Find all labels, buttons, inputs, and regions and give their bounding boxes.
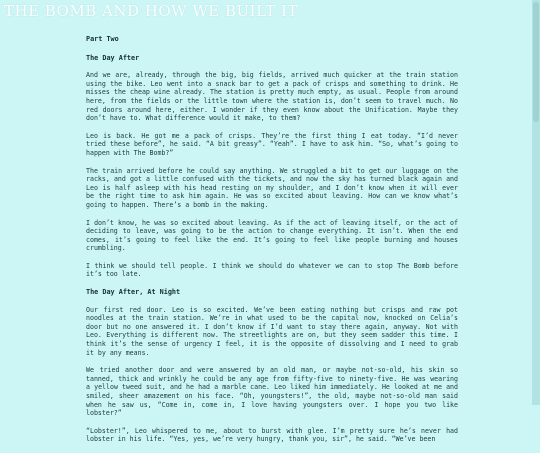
vertical-scrollbar[interactable] bbox=[532, 0, 540, 405]
paragraph: I think we should tell people. I think we should do whatever we can to stop The Bomb before it’s too late. bbox=[86, 261, 458, 279]
paragraph: “Lobster!”, Leo whispered to me, about to burst with glee. I’m pretty sure he’s never had lobster in his life. “Yes, yes, we’re very hungry, thank you, sir”, he said. “We’ve been bbox=[86, 426, 458, 444]
article-body bbox=[86, 35, 458, 453]
site-title: THE BOMB AND HOW WE BUILT IT bbox=[4, 2, 299, 20]
paragraph: I don’t know, he was so excited about leaving. As if the act of leaving itself, or the act of deciding to leave, was going to be the action to change everything. It isn’t. When the end comes, it’s going to feel like the end. It’s going to feel like people burning and houses crumbling. bbox=[86, 218, 458, 253]
paragraph: Our first red door. Leo is so excited. We’ve been eating nothing but crisps and raw pot noodles at the train station. We’re in what used to be the capital now, knocked on Celia’s door but no one answered it. I don’t know if I’d want to stay there again, anyway. Not with Leo. Everything is different now. The streetlights are on, but they seem sadder this time. I think it’s the sense of urgency I feel, it is the opposite of dissolving and I need to grab it by any means. bbox=[86, 305, 458, 357]
section-heading: The Day After, At Night bbox=[86, 288, 181, 297]
paragraph: The train arrived before he could say anything. We struggled a bit to get our luggage on the racks, and got a little confused with the tickets, and now the sky has turned black again and Leo is half asleep with his head resting on my shoulder, and I don’t know when it will ever be the right time to ask him again. He was so excited about leaving. How can we know what’s going to happen. There’s a bomb in the making. bbox=[86, 166, 458, 209]
paragraph: And we are, already, through the big, big fields, arrived much quicker at the train station using the bike. Leo went into a snack bar to get a pack of crisps and something to drink. He misses the cheap wine already. The station is pretty much empty, as usual. People from around here, from the fields or the little town where the station is, don’t seem to travel much. No red doors around here, either. I wonder if they even know about the Unification. Maybe they don’t have to. What difference would it make, to them? bbox=[86, 71, 458, 123]
part-heading: Part Two bbox=[86, 35, 119, 43]
scrollbar-thumb[interactable] bbox=[533, 2, 539, 122]
paragraph: Leo is back. He got me a pack of crisps. They’re the first thing I eat today. “I’d never tried these before”, he said. “A bit greasy”. “Yeah”. I have to ask him. “So, what’s going to happen with The Bomb?” bbox=[86, 131, 458, 157]
paragraph: We tried another door and were answered by an old man, or maybe not-so-old, his skin so tanned, thick and wrinkly he could be any age from fifty-five to ninety-five. He was wearing a yellow tweed suit, and he had a marble cane. Leo liked him immediately. He looked at me and smiled, sheer amazement on his face. “Oh, youngsters!”, the old, maybe not-so-old man said when he saw us, “Come in, come in, I love having youngsters over. I hope you two like lobster?” bbox=[86, 366, 458, 418]
section-heading: The Day After bbox=[86, 53, 140, 62]
